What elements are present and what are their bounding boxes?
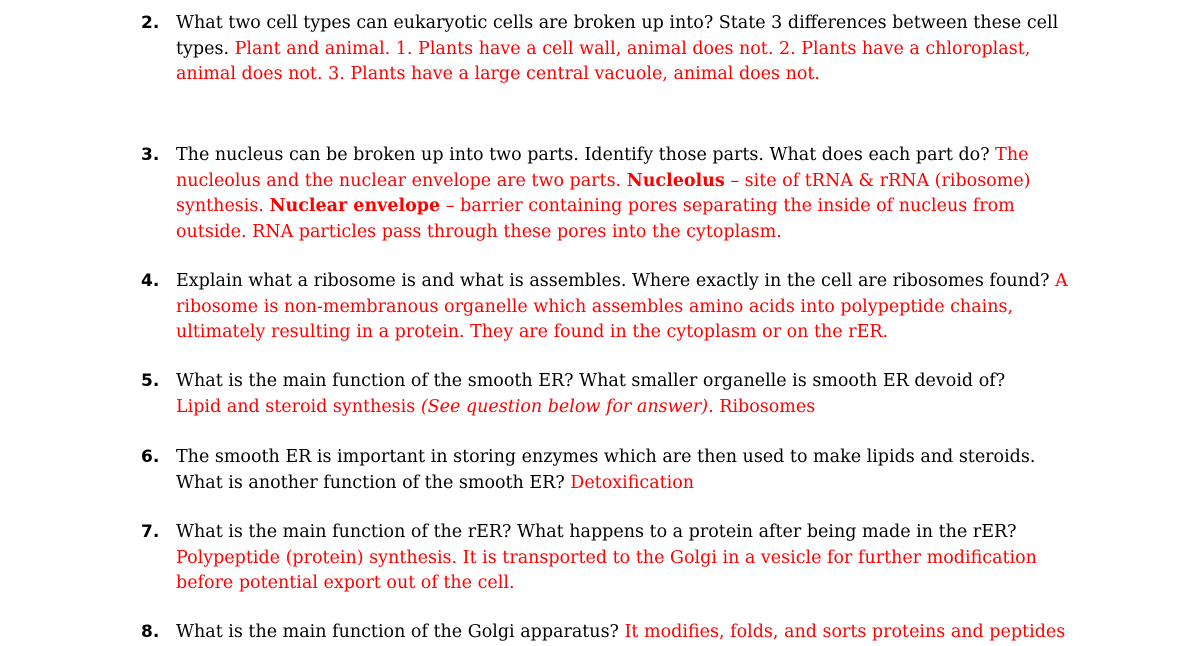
answer-term-nuclear-envelope: Nuclear envelope bbox=[269, 196, 441, 216]
answer-note: (See question below for answer). bbox=[420, 396, 714, 417]
answer-text: Ribosomes bbox=[719, 396, 816, 417]
question-number: 3. bbox=[141, 145, 160, 165]
question-text: What is the main function of the smooth ER? What smaller organelle is smooth ER devoid of? bbox=[176, 371, 1006, 391]
question-body bbox=[176, 520, 1081, 597]
question-text: The nucleus can be broken up into two parts. Identify those parts. What does each part do? bbox=[176, 145, 990, 165]
question-body bbox=[176, 11, 1081, 88]
question-text: What is the main function of the rER? What happens to a protein after being made in the rER? bbox=[176, 522, 1017, 542]
answer-text: – barrier containing pores separating the inside of nucleus from outside. RNA particles pass through these pores into the cytoplasm. bbox=[176, 196, 1015, 242]
answer-term-nucleolus: Nucleolus bbox=[626, 170, 725, 191]
answer-text: Lipid and steroid synthesis bbox=[176, 396, 416, 417]
answer-text: Polypeptide (protein) synthesis. It is transported to the Golgi in a vesicle for further modification before potential export out of the cell. bbox=[176, 547, 1037, 593]
question-text: Explain what a ribosome is and what is assembles. Where exactly in the cell are ribosomes found? bbox=[176, 271, 1050, 291]
answer-text: The nucleolus and the nuclear envelope are two parts. bbox=[176, 145, 1029, 191]
answer-text: A ribosome is non-membranous organelle which assembles amino acids into polypeptide chains, ultimately resulting in a protein. They are found in the cytoplasm or on the rER. bbox=[176, 271, 1068, 342]
question-text: The smooth ER is important in storing enzymes which are then used to make lipids and steroids. What is another function of the smooth ER? bbox=[176, 447, 1036, 493]
question-body bbox=[176, 369, 1081, 420]
question-body bbox=[176, 445, 1081, 496]
answer-text: Plant and animal. 1. Plants have a cell wall, animal does not. 2. Plants have a chloroplast, animal does not. 3. Plants have a large central vacuole, animal does not. bbox=[176, 38, 1031, 84]
question-item-5 bbox=[141, 369, 1081, 420]
question-text: What two cell types can eukaryotic cells are broken up into? State 3 differences between these cell types. bbox=[176, 13, 1059, 59]
question-item-2 bbox=[141, 11, 1081, 88]
question-number: 5. bbox=[141, 371, 160, 391]
question-number: 6. bbox=[141, 447, 160, 467]
question-number: 2. bbox=[141, 13, 160, 33]
answer-text: It modifies, folds, and sorts proteins and peptides bbox=[624, 622, 1066, 642]
question-text: What is the main function of the Golgi apparatus? bbox=[176, 622, 619, 642]
question-number: 8. bbox=[141, 622, 160, 642]
question-item-3 bbox=[141, 143, 1081, 245]
question-body bbox=[176, 269, 1081, 346]
question-number: 7. bbox=[141, 522, 160, 542]
question-item-4 bbox=[141, 269, 1081, 346]
question-item-6 bbox=[141, 445, 1081, 496]
question-body bbox=[176, 143, 1081, 245]
question-number: 4. bbox=[141, 271, 160, 291]
answer-text: – site of tRNA & rRNA (ribosome) synthesis. bbox=[176, 170, 1031, 216]
question-body bbox=[176, 620, 1081, 646]
question-item-8 bbox=[141, 620, 1081, 646]
answer-text: Detoxification bbox=[570, 472, 695, 493]
question-item-7 bbox=[141, 520, 1081, 597]
